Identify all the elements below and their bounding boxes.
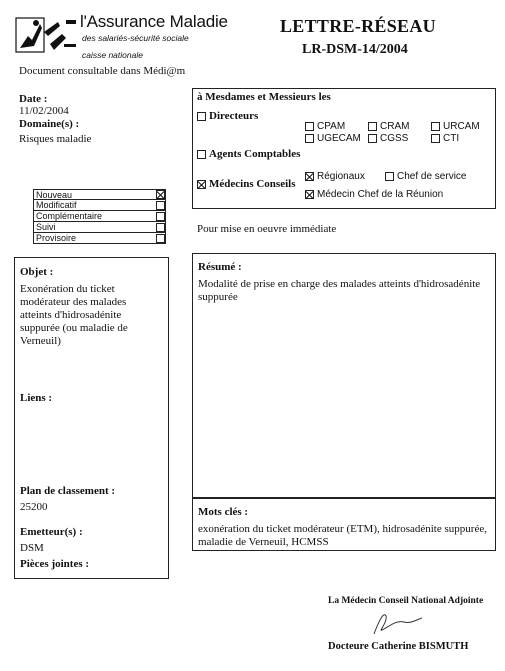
org-label: CPAM <box>317 121 346 132</box>
org-label: URCAM <box>443 121 480 132</box>
cgss-checkbox[interactable] <box>368 134 377 143</box>
plan-value: 25200 <box>20 501 48 513</box>
objet-value: Exonération du ticket modérateur des malades atteints d'hidrosadénite suppurée (ou maladie de Verneuil) <box>20 283 128 347</box>
cti-checkbox[interactable] <box>431 134 440 143</box>
signature-name: Docteure Catherine BISMUTH <box>328 641 469 652</box>
org-option-cti[interactable] <box>431 133 459 144</box>
logo-subtitle: des salariés-sécurité sociale <box>82 33 189 43</box>
chef-service-option[interactable] <box>385 171 466 182</box>
cpam-checkbox[interactable] <box>305 122 314 131</box>
reunion-option[interactable] <box>305 189 443 200</box>
chef-service-checkbox[interactable] <box>385 172 394 181</box>
org-option-cram[interactable] <box>368 121 409 132</box>
status-checkbox[interactable] <box>156 223 165 232</box>
consult-note: Document consultable dans Médi@m <box>19 65 186 77</box>
org-label: CTI <box>443 133 460 144</box>
status-label: Suivi <box>36 222 56 232</box>
org-option-cgss[interactable] <box>368 133 408 144</box>
signature-role: La Médecin Conseil National Adjointe <box>328 596 484 606</box>
emetteur-value: DSM <box>20 542 44 554</box>
org-option-urcam[interactable] <box>431 121 480 132</box>
status-checkbox[interactable] <box>156 190 165 199</box>
date-value: 11/02/2004 <box>19 105 69 117</box>
status-label: Complémentaire <box>36 211 103 221</box>
medecins-checkbox[interactable] <box>197 180 206 189</box>
logo-title: l'Assurance Maladie <box>80 12 228 31</box>
pieces-label: Pièces jointes : <box>20 558 90 570</box>
objet-label: Objet : <box>20 266 54 278</box>
plan-label: Plan de classement : <box>20 485 116 497</box>
liens-label: Liens : <box>20 392 53 404</box>
domaine-value: Risques maladie <box>19 133 92 145</box>
mots-cles-text: exonération du ticket modérateur (ETM), hidrosadénite suppurée, maladie de Verneuil, HCMSS <box>198 523 487 548</box>
status-table <box>33 189 166 244</box>
handwritten-signature <box>370 608 440 638</box>
status-row-suivi <box>33 222 166 233</box>
implementation-note: Pour mise en oeuvre immédiate <box>197 223 337 235</box>
date-label: Date : <box>19 93 48 105</box>
status-row-complementaire <box>33 211 166 222</box>
reunion-label: Médecin Chef de la Réunion <box>317 189 444 200</box>
recipients-heading: à Mesdames et Messieurs les <box>197 91 331 103</box>
status-checkbox[interactable] <box>156 212 165 221</box>
org-label: CRAM <box>380 121 410 132</box>
medecins-label: Médecins Conseils <box>209 178 296 190</box>
left-info-panel <box>14 257 169 579</box>
document-type: LETTRE-RÉSEAU <box>280 16 436 36</box>
agents-checkbox[interactable] <box>197 150 206 159</box>
regionaux-label: Régionaux <box>317 171 365 182</box>
chef-service-label: Chef de service <box>397 171 467 182</box>
status-label: Provisoire <box>36 233 77 243</box>
assurance-maladie-logo <box>14 14 80 58</box>
logo-subtitle-2: caisse nationale <box>82 50 143 60</box>
ugecam-checkbox[interactable] <box>305 134 314 143</box>
status-label: Modificatif <box>36 200 77 210</box>
status-checkbox[interactable] <box>156 201 165 210</box>
org-option-cpam[interactable] <box>305 121 345 132</box>
mots-cles-panel <box>192 498 496 551</box>
reunion-checkbox[interactable] <box>305 190 314 199</box>
emetteur-label: Emetteur(s) : <box>20 526 83 538</box>
recipients-panel <box>192 88 496 209</box>
urcam-checkbox[interactable] <box>431 122 440 131</box>
org-label: CGSS <box>380 133 409 144</box>
directeurs-label: Directeurs <box>209 110 259 122</box>
resume-label: Résumé : <box>198 261 242 273</box>
domaine-label: Domaine(s) : <box>19 118 80 130</box>
agents-option[interactable] <box>197 148 300 160</box>
cram-checkbox[interactable] <box>368 122 377 131</box>
resume-text: Modalité de prise en charge des malades atteints d'hidrosadénite suppurée <box>198 278 481 303</box>
status-checkbox[interactable] <box>156 234 165 243</box>
mots-cles-label: Mots clés : <box>198 506 249 518</box>
resume-panel <box>192 253 496 498</box>
status-row-nouveau <box>33 189 166 200</box>
agents-label: Agents Comptables <box>209 148 301 160</box>
status-label: Nouveau <box>36 189 73 200</box>
directeurs-option[interactable] <box>197 110 258 122</box>
status-row-modificatif <box>33 200 166 211</box>
org-option-ugecam[interactable] <box>305 133 361 144</box>
medecins-option[interactable] <box>197 178 295 190</box>
document-code: LR-DSM-14/2004 <box>302 42 408 57</box>
regionaux-option[interactable] <box>305 171 365 182</box>
org-label: UGECAM <box>317 133 361 144</box>
status-row-provisoire <box>33 233 166 244</box>
directeurs-checkbox[interactable] <box>197 112 206 121</box>
regionaux-checkbox[interactable] <box>305 172 314 181</box>
